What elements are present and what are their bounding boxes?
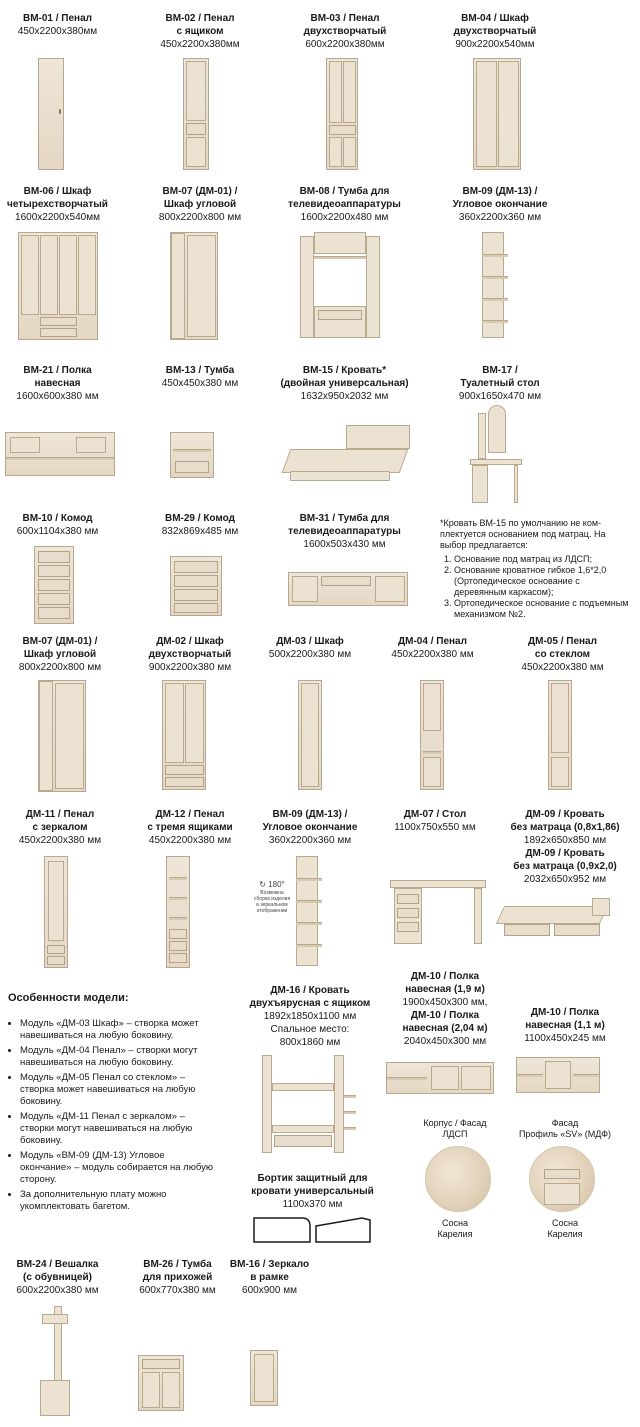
dm05-image <box>548 680 572 790</box>
item-title: ВМ-04 / Шкаф двухстворчатый <box>453 13 537 37</box>
item-dims: 900x2200x540мм <box>455 39 535 50</box>
item-bm13 <box>140 364 260 390</box>
item-dims: 450x2200x380мм <box>160 39 240 50</box>
feature-item: • Модуль «ВМ-09 (ДМ-13) Угловое окончание» – модуль собирается на любую сторону. <box>20 1150 218 1186</box>
bm21-image <box>5 432 115 476</box>
dm02-image <box>162 680 206 790</box>
item-dims: 450x2200x380 мм <box>391 649 474 660</box>
item-bm09 <box>435 185 565 224</box>
dm07-image <box>390 880 486 946</box>
item-dm16 <box>245 984 375 1049</box>
item-bm03 <box>280 12 410 51</box>
bm29-image <box>170 556 222 616</box>
swatch-mdf <box>529 1146 595 1212</box>
item-title: ДМ-12 / Пенал с тремя ящиками <box>147 809 233 833</box>
item-bm29 <box>140 512 260 538</box>
item-title: ВМ-10 / Комод <box>22 513 93 524</box>
item-dims: 450x450x380 мм <box>161 378 239 389</box>
features-heading: Особенности модели: <box>8 992 129 1004</box>
item-title: ДМ-11 / Пенал с зеркалом <box>25 809 95 833</box>
item-dims: 800x2200x800 мм <box>158 212 242 223</box>
item-bm16 <box>222 1258 317 1297</box>
item-dims: 600x1104x380 мм <box>16 526 99 537</box>
dm09-image <box>500 898 612 940</box>
item-bm01 <box>0 12 115 38</box>
item-dm10a <box>380 970 510 1048</box>
item-dims: 600x2200x380мм <box>305 39 385 50</box>
item-dims: 360x2200x360 мм <box>268 835 352 846</box>
item-title: ВМ-09 (ДМ-13) / Угловое окончание <box>262 809 358 833</box>
item-title: ВМ-21 / Полка навесная <box>23 365 92 389</box>
item-title: ВМ-02 / Пенал с ящиком <box>165 13 235 37</box>
item-bm09b <box>250 808 370 847</box>
item-dims: 450x2200x380мм <box>17 26 98 37</box>
item-bm07b <box>0 635 120 674</box>
item-dims: 1892x650x850 мм <box>523 835 607 846</box>
item-dm05 <box>505 635 620 674</box>
item-dm10c <box>505 1006 625 1045</box>
item-dims: 450x2200x380 мм <box>148 835 232 846</box>
feature-item: • За дополнительную плату можно укомплектовать багетом. <box>20 1189 218 1213</box>
item-bm26 <box>120 1258 235 1297</box>
item-title: ВМ-01 / Пенал <box>22 13 93 24</box>
item-dims: 450x2200x380 мм <box>18 835 102 846</box>
item-dims: 1600x600x380 мм <box>16 391 99 402</box>
bm04-image <box>473 58 521 170</box>
bm24-image <box>38 1306 72 1418</box>
rotate-180-icon: ↻ 180° <box>259 880 285 889</box>
item-title: ВМ-07 (ДМ-01) / Шкаф угловой <box>22 636 98 660</box>
item-title: ВМ-26 / Тумба для прихожей <box>142 1259 213 1283</box>
bort-outline <box>252 1212 372 1246</box>
item-title: ДМ-02 / Шкаф двухстворчатый <box>148 636 232 660</box>
item-title: ДМ-16 / Кровать двухъярусная с ящиком <box>249 985 371 1009</box>
item-dims: 900x2200x380 мм <box>148 662 232 673</box>
item-dims: 450x2200x380 мм <box>521 662 604 673</box>
dm16-image <box>262 1055 358 1155</box>
swatch-mdf-caption: Фасад Профиль «SV» (МДФ) <box>518 1118 612 1139</box>
item-dm04 <box>380 635 485 661</box>
mirror-assembly-hint <box>252 880 292 914</box>
item-dm02 <box>130 635 250 674</box>
swatch-ldsp-caption: Корпус / Фасад ЛДСП <box>423 1118 487 1139</box>
item-bm24 <box>0 1258 115 1297</box>
item-dims: 360x2200x360 мм <box>458 212 542 223</box>
item-bm15 <box>272 364 417 403</box>
item-dm09 <box>500 808 630 886</box>
item-title: ДМ-04 / Пенал <box>398 636 467 647</box>
dm10c-image <box>516 1057 600 1093</box>
item-dims: 1600x2200x480 мм <box>300 212 389 223</box>
item-dims: 900x1650x470 мм <box>458 391 542 402</box>
bort-image <box>252 1212 372 1246</box>
item-title: ВМ-09 (ДМ-13) / Угловое окончание <box>452 186 548 210</box>
item-bm17 <box>440 364 560 403</box>
dm10ab-image <box>386 1062 494 1094</box>
item-bm21 <box>0 364 115 403</box>
item-title: Бортик защитный для кровати универсальный <box>251 1173 374 1197</box>
item-dm03 <box>260 635 360 661</box>
dm03-image <box>298 680 322 790</box>
dm04-image <box>420 680 444 790</box>
item-dims: 600x2200x380 мм <box>16 1285 99 1296</box>
bm06-image <box>18 232 98 340</box>
item-dims: 832x869x485 мм <box>161 526 239 537</box>
item-title: ВМ-17 / Туалетный стол <box>460 365 540 389</box>
item-bm08 <box>272 185 417 224</box>
item-bm10 <box>0 512 115 538</box>
item-title: ВМ-13 / Тумба <box>165 365 235 376</box>
item-dims: 600x900 мм <box>242 1285 297 1296</box>
item-title: ВМ-07 (ДМ-01) / Шкаф угловой <box>162 186 238 210</box>
item-bort <box>245 1172 380 1211</box>
bm08-image <box>300 228 380 340</box>
item-title: ВМ-08 / Тумба для телевидеоаппаратуры <box>288 186 401 210</box>
item-bm31 <box>272 512 417 551</box>
item-dims: 2032x650x952 мм <box>523 874 607 885</box>
item-title: ДМ-03 / Шкаф <box>276 636 344 647</box>
item-dims: 1900x450x300 мм, <box>402 997 488 1008</box>
swatch-mdf-name: Сосна Карелия <box>547 1218 583 1239</box>
item-dims: 1100x370 мм <box>282 1199 343 1210</box>
bm10-image <box>34 546 74 624</box>
item-title: ДМ-10 / Полка навесная (1,1 м) <box>525 1007 605 1031</box>
bm16-image <box>250 1350 278 1406</box>
bm26-image <box>138 1355 184 1411</box>
bm09b-image <box>296 856 324 968</box>
item-dims: 2040x450x300 мм <box>403 1036 487 1047</box>
bm03-image <box>326 58 358 170</box>
bm02-image <box>183 58 209 170</box>
swatch-ldsp <box>425 1146 491 1212</box>
hint-text: Возможна сборка изделия в зеркальном отображении <box>253 890 291 914</box>
item-bm06 <box>0 185 115 224</box>
item-title: ДМ-05 / Пенал со стеклом <box>528 636 597 660</box>
bm17-image <box>470 405 522 505</box>
item-dims: 1100x750x550 мм <box>394 822 476 833</box>
item-title: ВМ-15 / Кровать* (двойная универсальная) <box>280 365 409 389</box>
dm12-image <box>166 856 190 968</box>
item-dims: 500x2200x380 мм <box>268 649 352 660</box>
item-bm07 <box>140 185 260 224</box>
item-dims: 1892x1850x1100 мм Спальное место: 800x1860 мм <box>263 1011 357 1048</box>
item-title: ВМ-31 / Тумба для телевидеоаппаратуры <box>288 513 401 537</box>
item-dims: 1632x950x2032 мм <box>300 391 389 402</box>
bm31-image <box>288 572 408 606</box>
item-bm04 <box>430 12 560 51</box>
feature-item: • Модуль «ДМ-04 Пенал» – створки могут навешиваться на любую боковину. <box>20 1045 218 1069</box>
item-dims: 1100x450x245 мм <box>524 1033 606 1044</box>
swatch-ldsp-name: Сосна Карелия <box>437 1218 473 1239</box>
item-dm11 <box>0 808 120 847</box>
feature-item: • Модуль «ДМ-03 Шкаф» – створка может навешиваться на любую боковину. <box>20 1018 218 1042</box>
item-title: ДМ-09 / Кровать без матраца (0,9x2,0) <box>513 848 617 872</box>
item-title: ВМ-24 / Вешалка (с обувницей) <box>16 1259 99 1283</box>
item-title: ДМ-10 / Полка навесная (2,04 м) <box>402 1010 488 1034</box>
item-title: ВМ-29 / Комод <box>164 513 235 524</box>
note-option: 3. Ортопедическое основание с подъемным механизмом №2. <box>454 598 630 620</box>
bm15-image <box>286 425 411 485</box>
bed-base-note <box>440 518 630 620</box>
bm13-image <box>170 432 214 478</box>
item-title: ДМ-09 / Кровать без матраца (0,8x1,86) <box>510 809 620 833</box>
bm01-image <box>38 58 64 170</box>
item-dims: 600x770x380 мм <box>139 1285 216 1296</box>
bm07b-image <box>38 680 86 792</box>
feature-item: • Модуль «ДМ-05 Пенал со стеклом» – створка может навешиваться на любую боковину. <box>20 1072 218 1108</box>
note-option: 1. Основание под матрац из ЛДСП; <box>454 554 630 565</box>
bm07-image <box>170 232 218 340</box>
item-title: ВМ-03 / Пенал двухстворчатый <box>303 13 387 37</box>
bm09-image <box>482 232 510 340</box>
item-dims: 800x2200x800 мм <box>18 662 102 673</box>
item-bm02 <box>140 12 260 51</box>
item-dm07 <box>380 808 490 834</box>
item-title: ДМ-07 / Стол <box>403 809 467 820</box>
feature-item: • Модуль «ДМ-11 Пенал с зеркалом» – створки могут навешиваться на любую боковину. <box>20 1111 218 1147</box>
item-title: ДМ-10 / Полка навесная (1,9 м) <box>405 971 485 995</box>
item-dims: 1600x503x430 мм <box>303 539 386 550</box>
model-features <box>8 992 218 1216</box>
item-dims: 1600x2200x540мм <box>15 212 100 223</box>
item-dm12 <box>130 808 250 847</box>
note-intro: *Кровать ВМ-15 по умолчанию не ком-плектуется основанием под матрац. На выбор предлагается: <box>440 518 606 550</box>
note-option: 2. Основание кроватное гибкое 1,6*2,0 (Ортопедическое основание с деревянным каркасом); <box>454 565 630 598</box>
dm11-image <box>44 856 68 968</box>
item-title: ВМ-06 / Шкаф четырехстворчатый <box>7 186 108 210</box>
item-title: ВМ-16 / Зеркало в рамке <box>229 1259 310 1283</box>
